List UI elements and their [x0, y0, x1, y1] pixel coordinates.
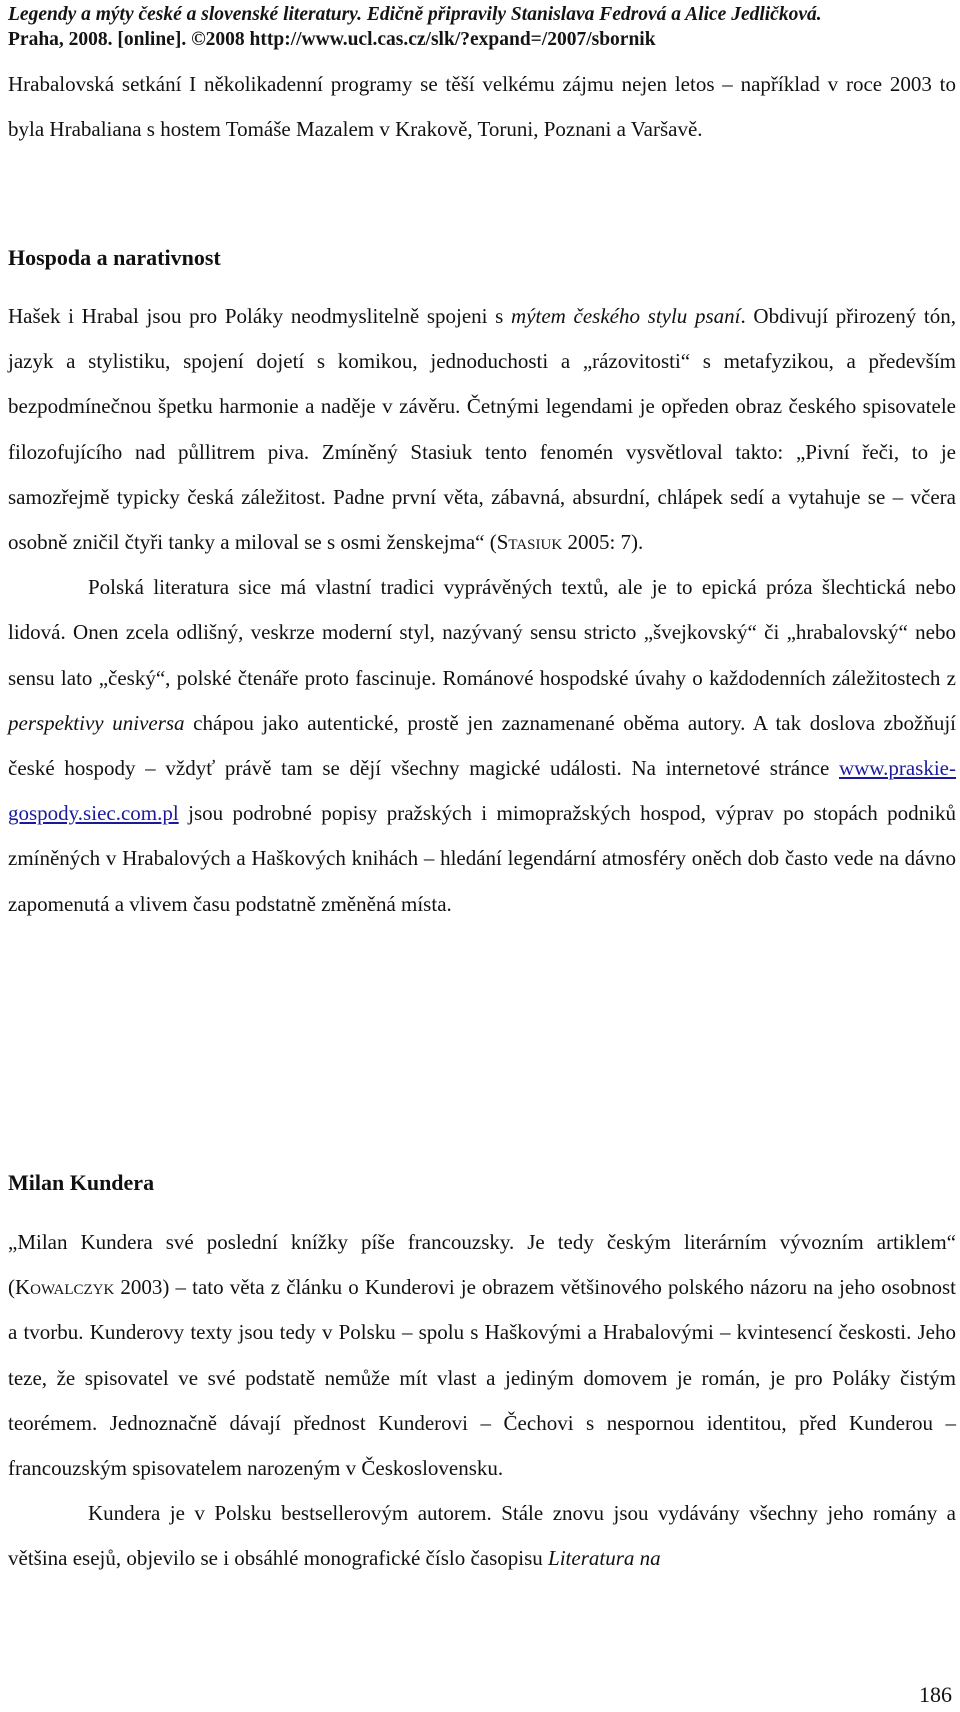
text-run: 2003) – tato věta z článku o Kunderovi je obrazem většinového polského názoru na jeho osobnost a tvorbu. Kunderovy texty jsou tedy v Polsku – spolu s Haškovými a Hrabalovými – kvintesencí českosti. Jeho teze, že spisovatel ve své podstatě nemůže mít vlast a jediným domovem je román, je pro Poláky čistým teorémem. Jednoznačně dávají přednost Kunderovi – Čechovi s nespornou identitou, před Kunderou – francouzským spisovatelem narozeným v Československu.: [8, 1275, 956, 1481]
author-citation: Kowalczyk: [15, 1275, 115, 1300]
paragraph-3: [8, 565, 956, 927]
italic-run: perspektivy universa: [8, 710, 185, 735]
text-run: chápou jako autentické, prostě jen zaznamenané oběma autory. A tak doslova zbožňují české hospody – vždyť právě tam se dějí všechny magické události. Na internetové stránce: [8, 710, 956, 781]
paragraph-2: [8, 294, 956, 565]
document-header: [8, 2, 948, 52]
author-citation: Stasiuk: [496, 530, 563, 555]
section-heading-hospoda: Hospoda a narativnost: [8, 245, 221, 270]
page-number: 186: [919, 1682, 952, 1707]
italic-run: mýtem českého stylu psaní: [511, 304, 741, 328]
text-run: jsou podrobné popisy pražských i mimopražských hospod, výprav po stopách podniků zmíněných v Hrabalových a Haškových knihách – hledání legendární atmosféry oněch dob často vede na dávno zapomenutá a vlivem času podstatně změněná místa.: [8, 801, 956, 916]
text-run: „Milan Kundera své poslední knížky píše francouzsky. Je tedy českým literárním vývozním artiklem“ (: [8, 1230, 956, 1300]
section-heading-kundera: Milan Kundera: [8, 1170, 155, 1195]
text-run: Kundera je v Polsku bestsellerovým autorem. Stále znovu jsou vydávány všechny jeho romány a většina esejů, objevilo se i obsáhlé monografické číslo časopisu: [8, 1501, 956, 1571]
text-run: Hašek i Hrabal jsou pro Poláky neodmyslitelně spojeni s: [8, 304, 512, 328]
header-citation: Legendy a mýty české a slovenské literatury. Edičně připravily Stanislava Fedrová a Alice Jedličková.: [8, 4, 822, 25]
website-link[interactable]: www.praskie-gospody.siec.com.pl: [8, 756, 956, 826]
italic-run: Literatura na: [548, 1546, 661, 1571]
paragraph-1-block: [8, 62, 956, 152]
paragraph-5: [8, 1491, 956, 1581]
text-run: 2005: 7).: [562, 530, 644, 555]
paragraph-1: Hrabalovská setkání I několikadenní programy se těší velkému zájmu nejen letos – například v roce 2003 to byla Hrabaliana s hostem Tomáše Mazalem v Krakově, Toruni, Poznani a Varšavě.: [8, 72, 956, 142]
text-run: . Obdivují přirozený tón, jazyk a stylistiku, spojení dojetí s komikou, jednoduchosti a „rázovitosti“ s metafyzikou, a především bezpodmínečnou špetku harmonie a naděje v závěru. Četnými legendami je opředen obraz českého spisovatele filozofujícího nad půllitrem piva. Zmíněný Stasiuk tento fenomén vysvětloval takto: „Pivní řeči, to je samozřejmě typicky česká záležitost. Padne první věta, zábavná, absurdní, chlápek sedí a vytahuje se – včera osobně zničil čtyři tanky a miloval se s osmi ženskejma“ (: [8, 304, 956, 555]
section-2-body: [8, 1220, 956, 1582]
paragraph-4: [8, 1220, 956, 1491]
header-source: Praha, 2008. [online]. ©2008 http://www.ucl.cas.cz/slk/?expand=/2007/sbornik: [8, 29, 656, 50]
text-run: Polská literatura sice má vlastní tradici vyprávěných textů, ale je to epická próza šlechtická nebo lidová. Onen zcela odlišný, veskrze moderní styl, nazývaný sensu stricto „švejkovský“ či „hrabalovský“ nebo sensu lato „český“, polské čtenáře proto fascinuje. Románové hospodské úvahy o každodenních záležitostech z: [8, 575, 956, 690]
section-1-body: [8, 294, 956, 927]
